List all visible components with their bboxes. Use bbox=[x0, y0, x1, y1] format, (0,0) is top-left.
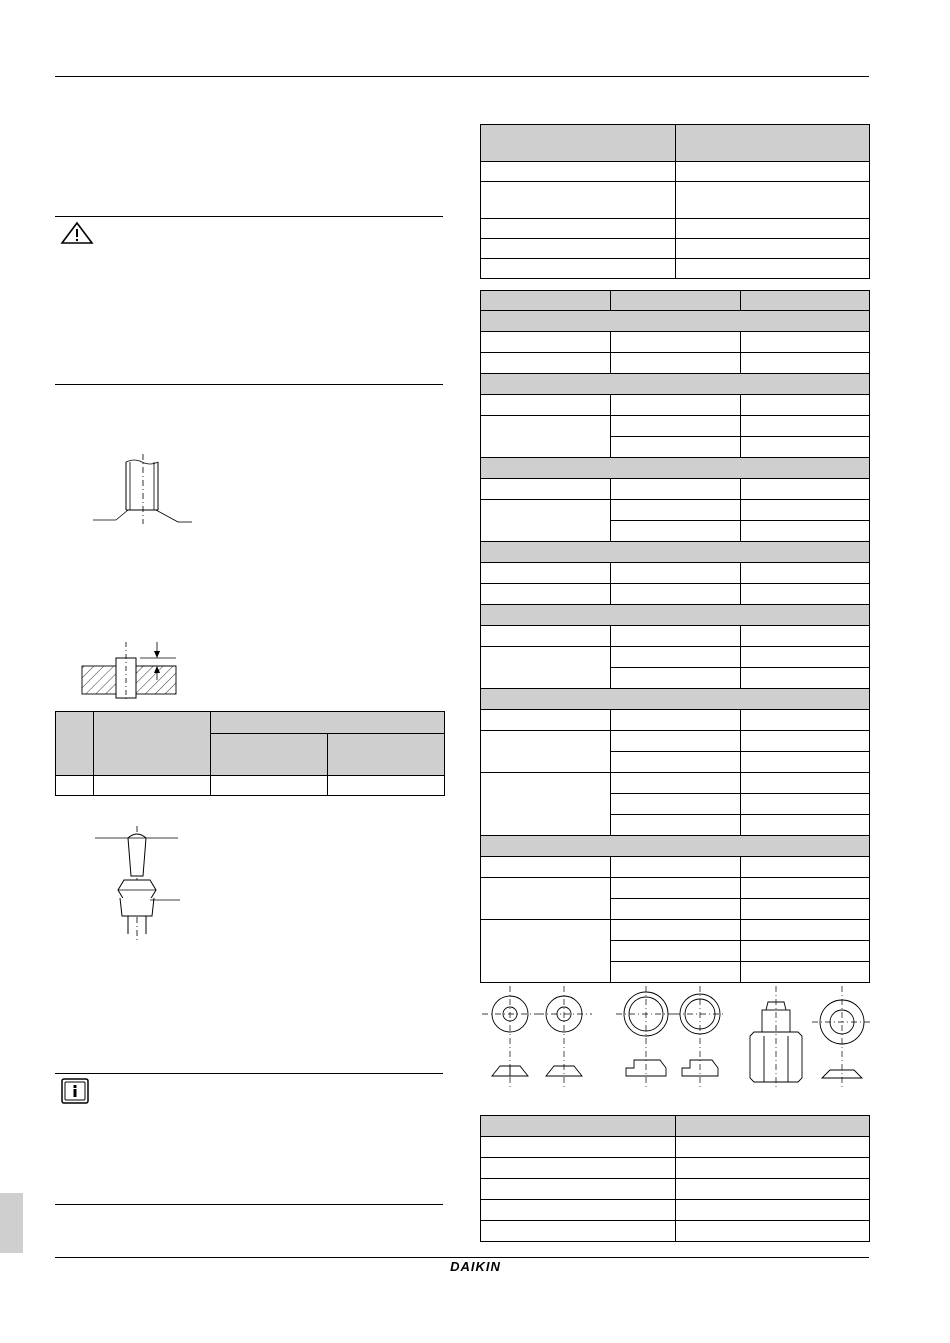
table-header-cell bbox=[56, 712, 94, 776]
table-header-cell bbox=[328, 734, 445, 776]
table-header-cell bbox=[211, 712, 445, 734]
table-group-row bbox=[481, 689, 870, 710]
table-row bbox=[481, 920, 870, 941]
table-row bbox=[481, 239, 870, 259]
table-header-cell bbox=[94, 712, 211, 776]
table-row bbox=[481, 1179, 870, 1200]
table-row bbox=[56, 776, 445, 796]
table-header-cell bbox=[676, 1116, 870, 1137]
table-header-cell bbox=[481, 291, 611, 311]
right-bottom-table bbox=[480, 1115, 870, 1242]
table-row bbox=[481, 647, 870, 668]
table-group-row bbox=[481, 374, 870, 395]
table-header-cell bbox=[481, 1116, 676, 1137]
table-row bbox=[481, 710, 870, 731]
table-row bbox=[481, 731, 870, 752]
table-row bbox=[481, 259, 870, 279]
table-group-row bbox=[481, 605, 870, 626]
footer-rule bbox=[55, 1257, 869, 1258]
table-row bbox=[481, 1200, 870, 1221]
flare-tool-figure bbox=[92, 824, 192, 942]
information-icon bbox=[61, 1078, 89, 1104]
table-row bbox=[481, 500, 870, 521]
table-group-row bbox=[481, 458, 870, 479]
table-row bbox=[481, 857, 870, 878]
table-header-cell bbox=[611, 291, 741, 311]
table-row bbox=[481, 416, 870, 437]
table-row bbox=[481, 395, 870, 416]
info-box-bottom-rule bbox=[55, 1204, 443, 1205]
table-header-cell bbox=[676, 125, 870, 162]
header-rule bbox=[55, 76, 869, 77]
table-row bbox=[481, 219, 870, 239]
table-row bbox=[481, 563, 870, 584]
table-header-cell bbox=[481, 125, 676, 162]
left-spec-table bbox=[55, 711, 445, 796]
side-tab bbox=[0, 1193, 23, 1253]
warning-triangle-icon bbox=[60, 221, 94, 245]
table-row bbox=[481, 1137, 870, 1158]
right-top-table bbox=[480, 124, 870, 279]
table-header-cell bbox=[741, 291, 870, 311]
table-row bbox=[481, 479, 870, 500]
table-group-row bbox=[481, 836, 870, 857]
table-row bbox=[481, 162, 870, 182]
table-row bbox=[481, 773, 870, 794]
table-group-row bbox=[481, 542, 870, 563]
brand-logo: DAIKIN bbox=[450, 1259, 501, 1274]
table-row bbox=[481, 182, 870, 219]
table-row bbox=[481, 626, 870, 647]
flare-protrusion-figure bbox=[80, 640, 190, 700]
table-header-cell bbox=[211, 734, 328, 776]
table-row bbox=[481, 332, 870, 353]
table-group-row bbox=[481, 311, 870, 332]
right-main-table bbox=[480, 290, 870, 983]
warning-box-top-rule bbox=[55, 216, 443, 217]
pipe-end-figure bbox=[90, 452, 200, 527]
table-row bbox=[481, 878, 870, 899]
table-row bbox=[481, 1221, 870, 1242]
table-row bbox=[481, 1158, 870, 1179]
warning-box-bottom-rule bbox=[55, 384, 443, 385]
flare-fittings-figure bbox=[480, 984, 870, 1092]
table-row bbox=[481, 353, 870, 374]
info-box-top-rule bbox=[55, 1073, 443, 1074]
table-row bbox=[481, 584, 870, 605]
